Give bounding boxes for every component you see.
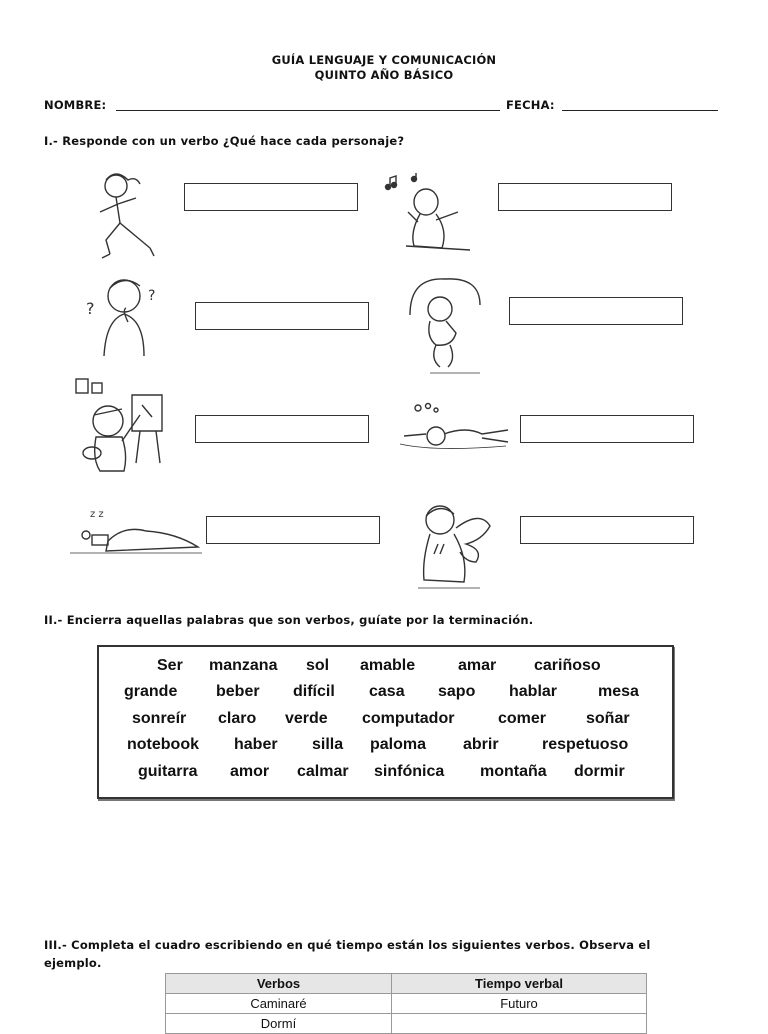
word-item[interactable]: abrir	[463, 736, 499, 753]
table-row	[166, 994, 647, 1014]
answer-box-3[interactable]	[195, 302, 369, 330]
word-item[interactable]: guitarra	[138, 763, 198, 780]
word-item[interactable]: paloma	[370, 736, 427, 753]
word-item[interactable]: amar	[458, 657, 497, 674]
word-item[interactable]: sapo	[438, 683, 476, 700]
word-item[interactable]: haber	[234, 736, 278, 753]
table-header-row	[166, 974, 647, 994]
word-item[interactable]: comer	[498, 710, 547, 727]
word-row-3	[99, 710, 672, 734]
word-item[interactable]: amable	[360, 657, 416, 674]
word-item[interactable]: sinfónica	[374, 763, 445, 780]
verb-tense-table	[165, 973, 647, 1034]
running-girl-icon	[80, 168, 160, 263]
answer-box-7[interactable]	[206, 516, 380, 544]
word-row-2	[99, 683, 672, 707]
word-item[interactable]: soñar	[586, 710, 630, 727]
column-header-verbs: Verbos	[166, 974, 392, 994]
word-item[interactable]: manzana	[209, 657, 278, 674]
date-field[interactable]	[562, 110, 718, 111]
svg-text:?: ?	[86, 299, 95, 318]
word-item[interactable]: dormir	[574, 763, 625, 780]
svg-text:?: ?	[148, 288, 156, 304]
word-item[interactable]: grande	[124, 683, 178, 700]
section1-instruction: I.- Responde con un verbo ¿Qué hace cada personaje?	[44, 134, 405, 148]
praying-angel-icon	[410, 500, 494, 590]
svg-text:z z: z z	[90, 509, 104, 520]
swimming-child-icon	[396, 400, 514, 456]
word-item[interactable]: verde	[285, 710, 328, 727]
word-item[interactable]: respetuoso	[542, 736, 629, 753]
name-label: NOMBRE:	[44, 98, 107, 112]
word-item[interactable]: montaña	[480, 763, 547, 780]
answer-box-4[interactable]	[509, 297, 683, 325]
word-item[interactable]: notebook	[127, 736, 199, 753]
answer-box-5[interactable]	[195, 415, 369, 443]
name-date-row	[44, 98, 724, 116]
answer-box-6[interactable]	[520, 415, 694, 443]
worksheet-subtitle: QUINTO AÑO BÁSICO	[314, 68, 454, 82]
verb-cell: Caminaré	[166, 994, 392, 1014]
date-label: FECHA:	[506, 98, 555, 112]
tense-cell[interactable]: Futuro	[392, 994, 647, 1014]
word-item[interactable]: Ser	[157, 657, 183, 674]
word-item[interactable]: cariñoso	[534, 657, 601, 674]
word-item[interactable]: casa	[369, 683, 405, 700]
section3-instruction-line2: ejemplo.	[44, 956, 102, 970]
word-item[interactable]: silla	[312, 736, 344, 753]
name-field[interactable]	[116, 110, 500, 111]
word-item[interactable]: hablar	[509, 683, 558, 700]
word-row-4	[99, 736, 672, 760]
word-item[interactable]: claro	[218, 710, 257, 727]
word-item[interactable]: computador	[362, 710, 455, 727]
word-item[interactable]: amor	[230, 763, 270, 780]
answer-box-8[interactable]	[520, 516, 694, 544]
jumping-rope-girl-icon	[400, 275, 490, 375]
word-item[interactable]: sonreír	[132, 710, 187, 727]
word-item[interactable]: sol	[306, 657, 330, 674]
singing-child-icon	[380, 172, 480, 254]
section2-instruction: II.- Encierra aquellas palabras que son verbos, guíate por la terminación.	[44, 613, 534, 627]
thinking-boy-icon	[82, 270, 168, 358]
word-item[interactable]: difícil	[293, 683, 335, 700]
answer-box-1[interactable]	[184, 183, 358, 211]
verb-word-box	[97, 645, 674, 799]
word-item[interactable]: mesa	[598, 683, 639, 700]
answer-box-2[interactable]	[498, 183, 672, 211]
word-item[interactable]: calmar	[297, 763, 349, 780]
column-header-tense: Tiempo verbal	[392, 974, 647, 994]
word-row-5	[99, 763, 672, 787]
word-item[interactable]: beber	[216, 683, 260, 700]
sleeping-person-icon	[66, 495, 206, 559]
painter-boy-icon	[72, 375, 172, 475]
word-row-1	[99, 657, 672, 681]
worksheet-title: GUÍA LENGUAJE Y COMUNICACIÓN	[271, 53, 497, 67]
verb-cell: Dormí	[166, 1014, 392, 1034]
section3-instruction-line1: III.- Completa el cuadro escribiendo en qué tiempo están los siguientes verbos. Observa el	[44, 938, 651, 952]
